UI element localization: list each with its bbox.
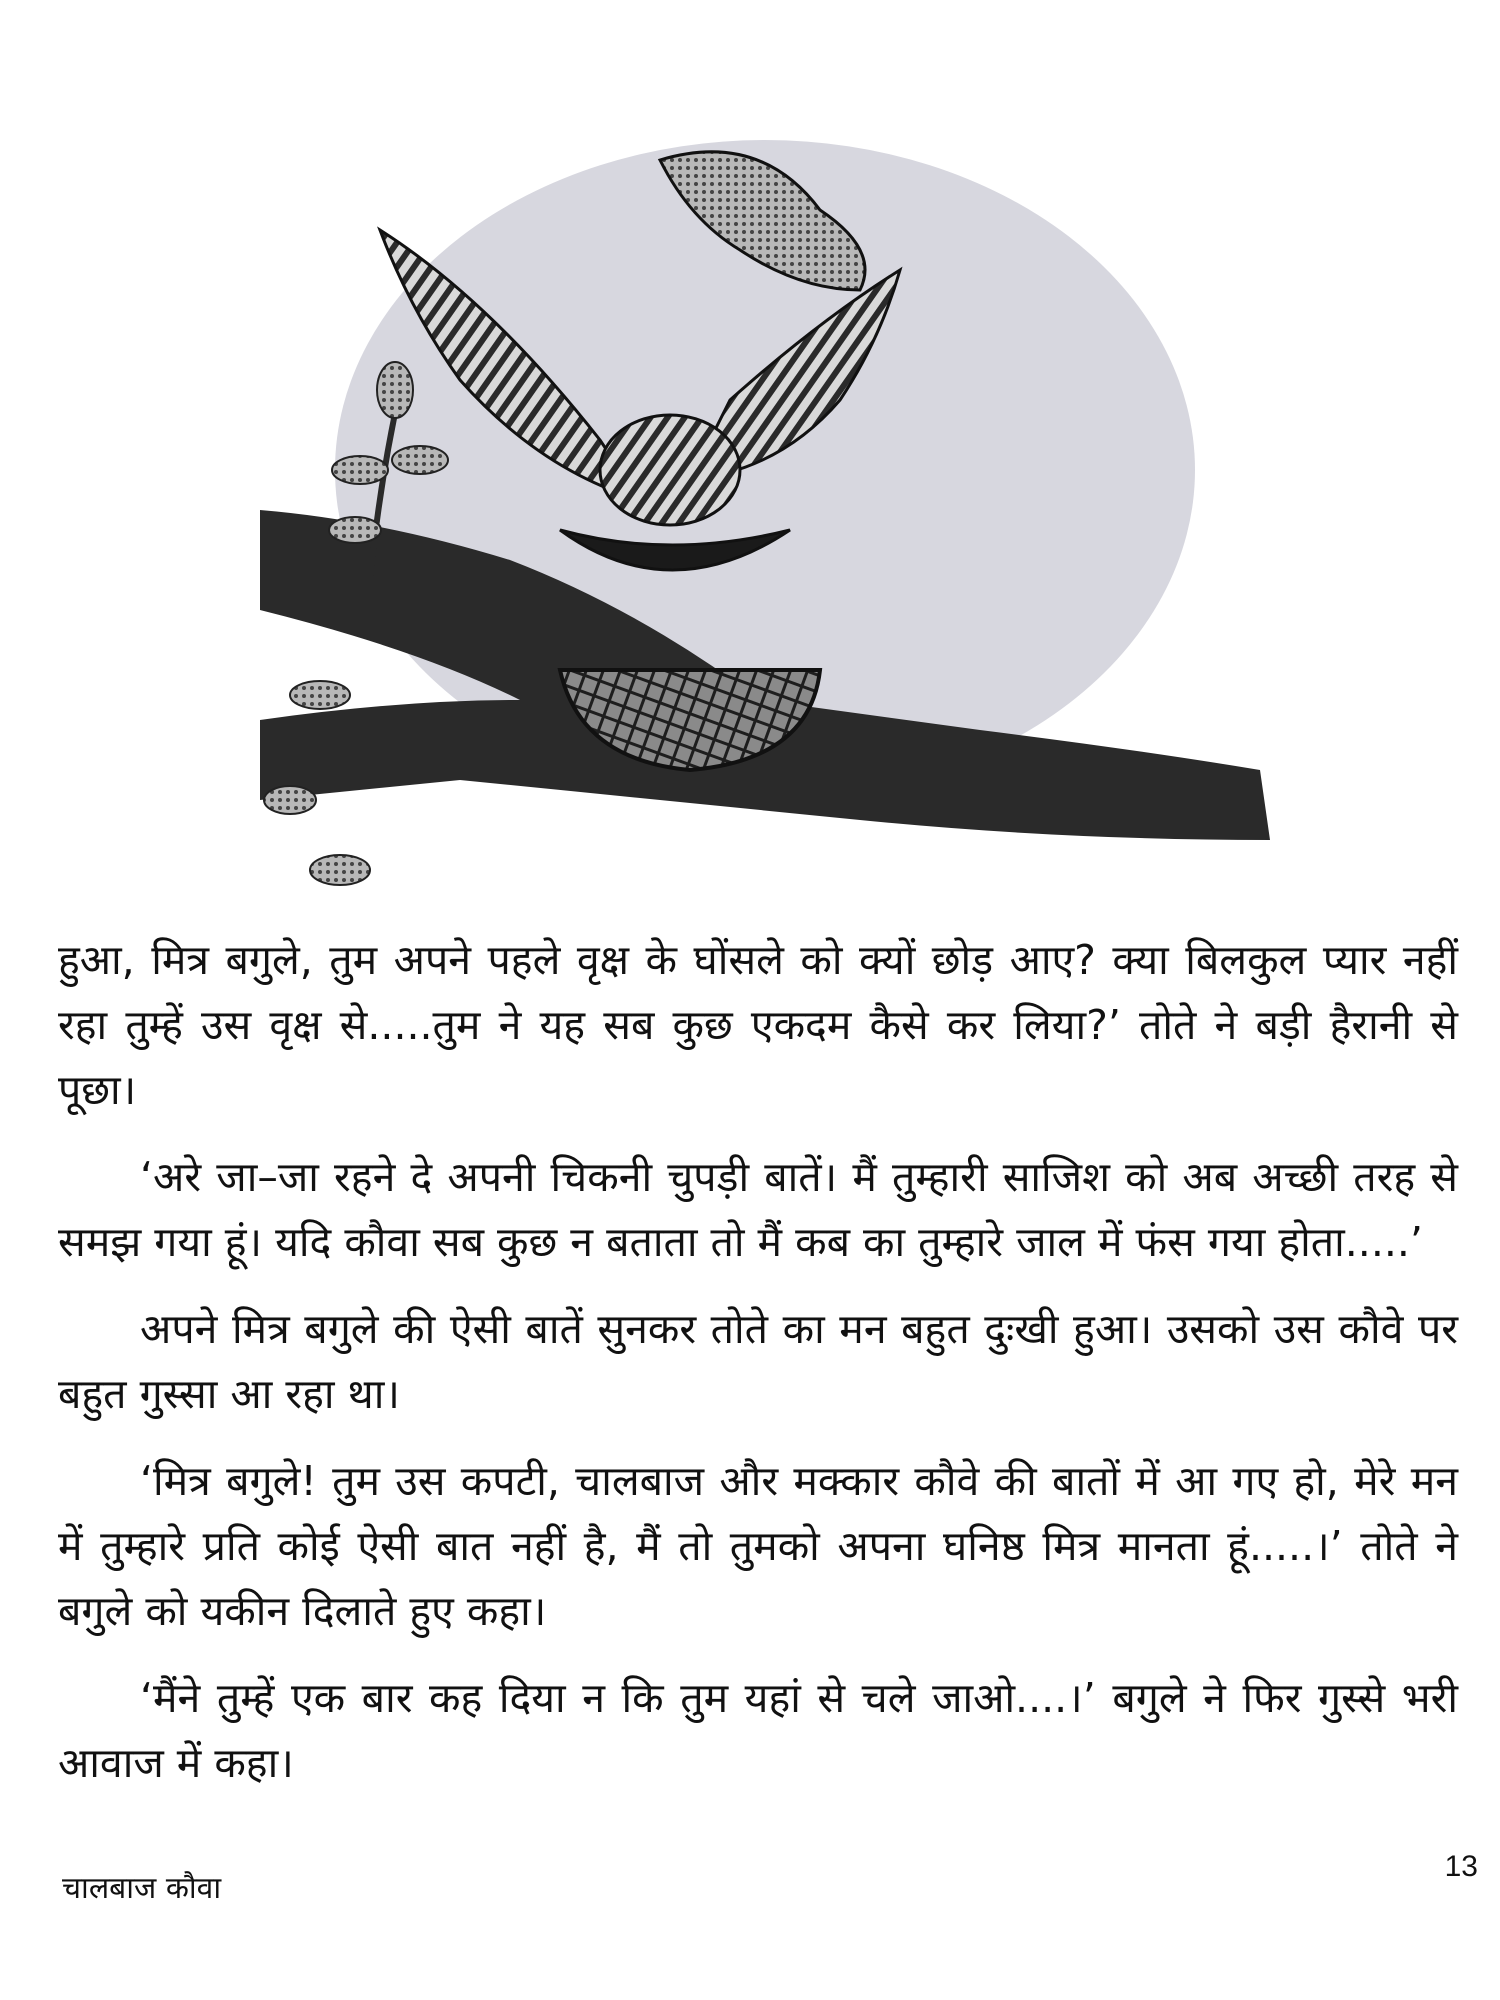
paragraph-4: ‘मित्र बगुले! तुम उस कपटी, चालबाज और मक्कार कौवे की बातों में आ गए हो, मेरे मन में तुम्हारे प्रति कोई ऐसी बात नहीं है, मैं तो तुमको अपना घनिष्ठ मित्र मानता हूं.....।’ तोते ने बगुले को यकीन दिलाते हुए कहा।: [58, 1457, 1458, 1635]
story-illustration: [260, 140, 1270, 920]
leaf: [329, 517, 381, 543]
hawk-body: [600, 415, 740, 525]
leaf: [264, 786, 316, 814]
book-title: चालबाज कौवा: [62, 1871, 222, 1906]
paragraph-1: हुआ, मित्र बगुले, तुम अपने पहले वृक्ष के घोंसले को क्यों छोड़ आए? क्या बिलकुल प्यार नहीं रहा तुम्हें उस वृक्ष से.....तुम ने यह सब कुछ एकदम कैसे कर लिया?’ तोते ने बड़ी हैरानी से पूछा।: [58, 936, 1458, 1114]
page-number: 13: [1444, 1850, 1478, 1883]
paragraph-3: अपने मित्र बगुले की ऐसी बातें सुनकर तोते का मन बहुत दुःखी हुआ। उसको उस कौवे पर बहुत गुस्सा आ रहा था।: [58, 1305, 1458, 1418]
leaf: [377, 362, 413, 418]
leaf: [392, 446, 448, 474]
leaf: [310, 855, 370, 885]
leaf: [290, 681, 350, 709]
paragraph-5: ‘मैंने तुम्हें एक बार कह दिया न कि तुम यहां से चले जाओ....।’ बगुले ने फिर गुस्से भरी आवाज में कहा।: [58, 1674, 1458, 1787]
leaf: [332, 456, 388, 484]
birds-nest-illustration: [260, 140, 1270, 920]
story-text: [58, 928, 1458, 1818]
paragraph-2: ‘अरे जा–जा रहने दे अपनी चिकनी चुपड़ी बातें। मैं तुम्हारी साजिश को अब अच्छी तरह से समझ गया हूं। यदि कौवा सब कुछ न बताता तो मैं कब का तुम्हारे जाल में फंस गया होता.....’: [58, 1153, 1458, 1266]
